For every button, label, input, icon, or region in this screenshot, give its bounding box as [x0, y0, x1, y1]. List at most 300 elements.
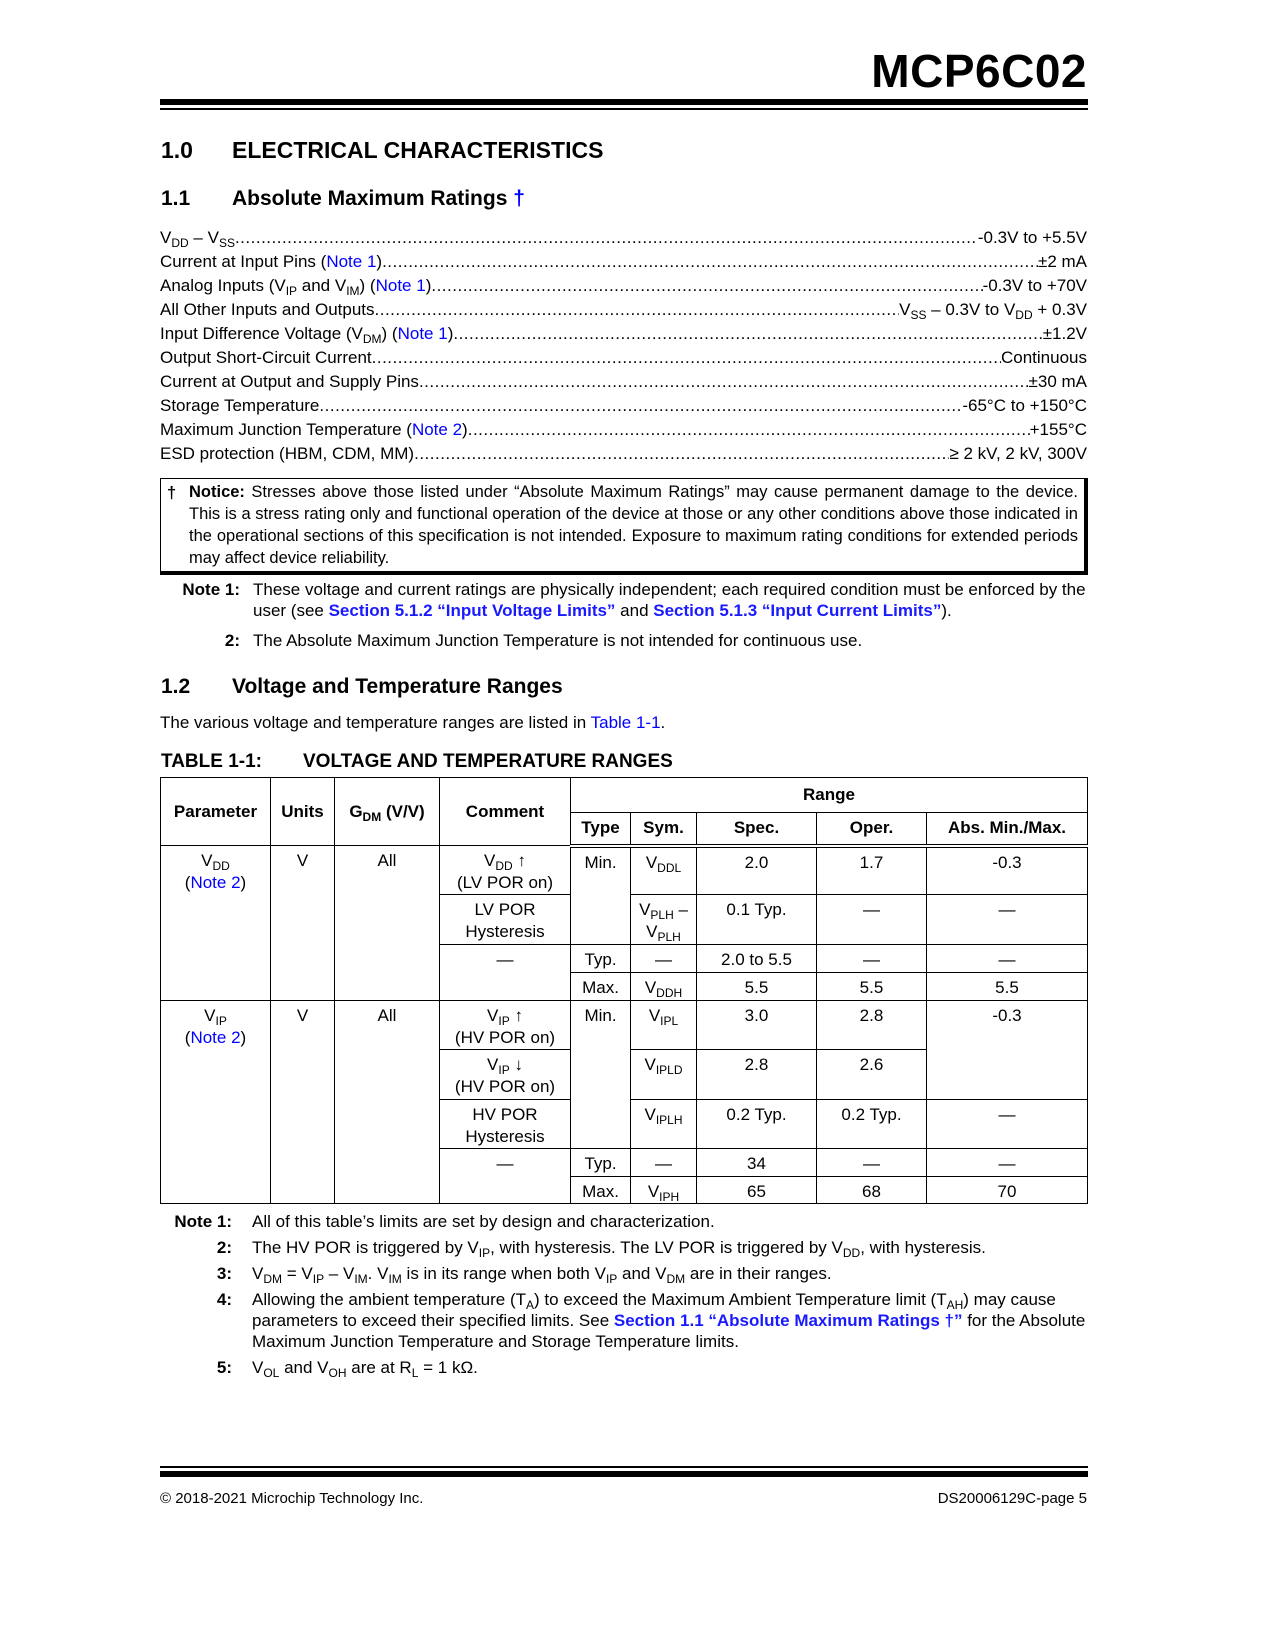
rating-value [1038, 250, 1087, 274]
leader-dots [319, 394, 962, 418]
header-spec: Spec. [697, 813, 817, 846]
text-run: V [296, 851, 309, 870]
text-run: ≥ 2 kV, 2 kV, 300V [949, 444, 1087, 463]
rating-row [160, 322, 1087, 346]
table-caption [161, 751, 673, 773]
subscript: IP [312, 1272, 325, 1286]
subscript: IPLD [655, 1063, 683, 1077]
absolute-max-ratings-list [160, 226, 1087, 466]
table-cell [571, 1001, 631, 1149]
text-run: +155°C [1029, 420, 1087, 439]
subsection-number: 1.2 [161, 675, 191, 698]
text-run: (HV POR on) [454, 1077, 556, 1096]
text-run: 2.8 [859, 1006, 884, 1025]
subscript: IM [346, 284, 360, 298]
rating-value [949, 442, 1087, 466]
text-run: Typ. [584, 950, 617, 969]
table-number: TABLE 1-1: [161, 751, 262, 772]
intro-paragraph [160, 713, 665, 733]
subscript: OH [328, 1366, 347, 1380]
table-cell [817, 1177, 927, 1204]
text-run: – 0.3V to V [926, 300, 1016, 319]
table-cell [440, 895, 571, 945]
text-run: V [644, 1105, 656, 1124]
text-run: Hysteresis [465, 1127, 545, 1146]
text-run: and V [617, 1264, 667, 1283]
text-run: ↓ [509, 1055, 523, 1074]
section-reference-link[interactable]: Section 5.1.3 “Input Current Limits” [653, 601, 942, 620]
table-cell [697, 1001, 817, 1050]
note-item [178, 579, 1088, 621]
text-run: V [646, 922, 658, 941]
text-run: ) may cause parameters to exceed their specified limits. See [252, 1290, 1056, 1330]
voltage-temperature-table [160, 777, 1088, 1204]
table-row [161, 1001, 1088, 1050]
text-run: Hysteresis [465, 922, 545, 941]
text-run: Max. [582, 1182, 619, 1201]
table-cell [631, 1001, 697, 1050]
table-row [161, 846, 1088, 895]
page-number: DS20006129C-page 5 [937, 1490, 1087, 1507]
text-run: . [660, 713, 666, 732]
subsection-heading-1-1 [161, 187, 525, 211]
text-run: ±2 mA [1037, 252, 1087, 271]
text-run: V [487, 1055, 499, 1074]
text-run: G [349, 801, 363, 821]
text-run: ( [184, 1028, 191, 1047]
text-run: ) ( [359, 276, 376, 295]
table-cell [697, 1050, 817, 1100]
header-type: Type [571, 813, 631, 846]
table-cell [161, 1001, 271, 1204]
text-run: — [998, 900, 1016, 919]
text-run: Continuous [1000, 348, 1087, 367]
table-cell [927, 973, 1088, 1001]
table-cell [817, 895, 927, 945]
text-run: 70 [997, 1182, 1017, 1201]
text-run: Max. [582, 978, 619, 997]
text-run: 0.1 Typ. [726, 900, 787, 919]
subscript: SS [218, 236, 235, 250]
table-cell [817, 1149, 927, 1177]
subscript: IPH [659, 1190, 680, 1204]
text-run: , with hysteresis. The LV POR is triggered by V [490, 1238, 843, 1257]
note-label: 3: [216, 1264, 232, 1283]
rating-label [160, 370, 419, 394]
text-run: — [863, 950, 880, 969]
text-run: V [644, 1055, 656, 1074]
text-run: ↑ [512, 851, 526, 870]
text-run: ). [941, 601, 952, 620]
table-cell [161, 846, 271, 1001]
subscript: DD [842, 1246, 861, 1260]
rating-label [160, 250, 382, 274]
subsection-title: Absolute Maximum Ratings [232, 187, 508, 210]
cross-reference-link[interactable]: Note 1 [397, 324, 448, 343]
section-reference-link[interactable]: Section 5.1.2 “Input Voltage Limits” [328, 601, 616, 620]
table-cell [631, 1100, 697, 1149]
subscript: IPLH [655, 1113, 683, 1127]
text-run: (HV POR on) [454, 1028, 556, 1047]
table-cell [571, 1177, 631, 1204]
text-run: -0.3 [992, 852, 1022, 872]
notice-box [160, 478, 1088, 575]
cross-reference-link[interactable]: Table 1-1 [590, 713, 661, 732]
table-cell [631, 945, 697, 973]
text-run: (V/V) [381, 801, 425, 821]
text-run: 2.0 [744, 852, 769, 872]
text-run: V [639, 900, 651, 919]
table-cell [817, 945, 927, 973]
text-run: ) [447, 324, 454, 343]
text-run: — [863, 900, 880, 919]
text-run: V [252, 1358, 264, 1377]
subscript: DD [171, 236, 189, 250]
text-run: V [647, 1182, 660, 1201]
rating-row [160, 370, 1087, 394]
table-cell [927, 1177, 1088, 1204]
text-run: ±1.2V [1042, 324, 1087, 343]
table-notes [166, 1211, 1086, 1383]
text-run: . V [367, 1264, 389, 1283]
part-number-title: MCP6C02 [871, 45, 1087, 97]
table-cell [697, 973, 817, 1001]
table-cell [817, 1100, 927, 1149]
table-title: VOLTAGE AND TEMPERATURE RANGES [303, 751, 673, 772]
note-text [253, 579, 1088, 621]
rating-row [160, 250, 1087, 274]
note-item [178, 630, 1088, 651]
text-run: ↑ [509, 1006, 523, 1025]
note-item [166, 1211, 1086, 1232]
subscript: IM [354, 1272, 368, 1286]
text-run: Typ. [584, 1154, 617, 1173]
text-run: HV POR [472, 1105, 538, 1124]
header-oper: Oper. [817, 813, 927, 846]
text-run: ) [462, 420, 468, 439]
table-cell [927, 846, 1088, 895]
table-cell [271, 846, 335, 1001]
text-run: ) [425, 276, 432, 295]
table-cell [927, 1001, 1088, 1100]
note-text [253, 630, 1088, 651]
copyright: © 2018-2021 Microchip Technology Inc. [160, 1490, 424, 1507]
table-cell [631, 1050, 697, 1100]
header-rule-thin [160, 108, 1088, 110]
leader-dots [375, 298, 900, 322]
text-run: V [648, 1006, 661, 1025]
text-run: Storage Temperature [160, 396, 320, 415]
leader-dots [468, 418, 1030, 442]
subscript: DM [263, 1272, 283, 1286]
text-run: — [863, 1154, 880, 1173]
table-cell [271, 1001, 335, 1204]
rating-label [160, 442, 414, 466]
subscript: PLH [657, 930, 681, 944]
rating-row [160, 274, 1087, 298]
rating-value [983, 274, 1087, 298]
text-run: V [160, 228, 172, 247]
rating-row [160, 442, 1087, 466]
rating-label [160, 418, 468, 442]
rating-value [1029, 370, 1087, 394]
text-run: ) to exceed the Maximum Ambient Temperature limit (T [534, 1290, 947, 1309]
leader-dots [382, 250, 1038, 274]
leader-dots [372, 346, 1001, 370]
text-run: 0.2 Typ. [841, 1105, 902, 1124]
note-text [252, 1237, 1086, 1258]
text-run: Output Short-Circuit Current [160, 348, 372, 367]
subscript: DD [1015, 308, 1033, 322]
table-cell [335, 1001, 440, 1204]
footer-rule [160, 1471, 1088, 1477]
subscript: IP [498, 1063, 510, 1077]
note-text [252, 1263, 1086, 1284]
rating-value [962, 394, 1087, 418]
subscript: L [411, 1366, 419, 1380]
text-run: — [655, 1154, 672, 1173]
note-text [252, 1289, 1086, 1352]
text-run: The HV POR is triggered by V [252, 1238, 479, 1257]
text-run: -0.3V to +70V [982, 276, 1087, 295]
table-cell [631, 846, 697, 895]
text-run: 2.8 [744, 1055, 769, 1074]
leader-dots [453, 322, 1042, 346]
text-run: -65°C to +150°C [962, 396, 1087, 415]
footer-rule-thin [160, 1466, 1088, 1468]
text-run: V [201, 851, 213, 870]
text-run: , with hysteresis. [860, 1238, 986, 1257]
section-number: 1.0 [161, 137, 193, 163]
dagger-mark: † [167, 484, 177, 502]
text-run: and V [279, 1358, 329, 1377]
text-run: 5.5 [859, 978, 884, 997]
note-label: 2: [224, 631, 240, 650]
text-run: Input Difference Voltage (V [160, 324, 363, 343]
table-cell [571, 973, 631, 1001]
header-gdm [335, 778, 440, 846]
text-run: V [484, 851, 496, 870]
subscript: A [526, 1298, 535, 1312]
cross-reference-link[interactable]: Note 2 [411, 420, 463, 439]
text-run: — [998, 1154, 1016, 1173]
subsection-number: 1.1 [161, 187, 191, 210]
ratings-notes [178, 579, 1088, 660]
table-cell [571, 846, 631, 945]
text-run: Current at Input Pins ( [160, 252, 327, 271]
text-run: 5.5 [995, 978, 1019, 997]
subscript: IP [478, 1246, 491, 1260]
rating-label [160, 322, 453, 346]
text-run: ) [240, 873, 247, 892]
rating-label [160, 274, 431, 298]
text-run: — [998, 950, 1016, 969]
subscript: IP [605, 1272, 618, 1286]
rating-row [160, 394, 1087, 418]
dagger-link[interactable]: † [513, 187, 525, 210]
text-run: V [487, 1006, 499, 1025]
rating-value [1030, 418, 1087, 442]
rating-value [978, 226, 1087, 250]
subscript: DM [362, 332, 382, 346]
note-text [252, 1211, 1086, 1232]
subscript: SS [910, 308, 927, 322]
note-label: Note 1: [182, 580, 240, 599]
table-cell [817, 1001, 927, 1050]
text-run: 68 [862, 1182, 881, 1201]
subscript: IPL [660, 1014, 679, 1028]
rating-label [160, 298, 375, 322]
rating-value [1043, 322, 1087, 346]
rating-label [160, 226, 235, 250]
text-run: ±30 mA [1028, 372, 1087, 391]
table-cell [697, 1100, 817, 1149]
text-run: are in their ranges. [685, 1264, 832, 1283]
table-cell [631, 973, 697, 1001]
text-run: All of this table’s limits are set by design and characterization. [252, 1212, 715, 1231]
text-run: V [644, 978, 657, 997]
subscript: IP [498, 1014, 510, 1028]
text-run: LV POR [474, 900, 536, 919]
text-run: V [645, 852, 658, 872]
text-run: — [655, 950, 672, 969]
text-run: ( [184, 873, 191, 892]
section-heading [161, 137, 603, 164]
text-run: (LV POR on) [456, 873, 554, 892]
text-run: ) ( [381, 324, 398, 343]
notice-text [189, 481, 1078, 569]
note-label: 5: [216, 1358, 232, 1377]
section-title: ELECTRICAL CHARACTERISTICS [232, 137, 604, 163]
rating-label [160, 394, 319, 418]
subscript: DDH [656, 986, 683, 1000]
table-cell [440, 846, 571, 895]
rating-row [160, 418, 1087, 442]
text-run: V [296, 1006, 309, 1025]
text-run: 2.6 [859, 1055, 884, 1074]
table-cell [571, 1149, 631, 1177]
subscript: IM [388, 1272, 402, 1286]
note-text [252, 1357, 1086, 1378]
subscript: DDL [657, 860, 682, 875]
text-run: -0.3 [992, 1006, 1022, 1025]
text-run: V [252, 1264, 264, 1283]
text-run: = V [282, 1264, 313, 1283]
rating-value [1001, 346, 1087, 370]
leader-dots [431, 274, 982, 298]
text-run: and [615, 601, 654, 620]
text-run: – V [324, 1264, 355, 1283]
text-run: — [496, 1154, 514, 1173]
cross-reference-link[interactable]: Note 1 [375, 276, 426, 295]
note-item [166, 1289, 1086, 1352]
header-abs: Abs. Min./Max. [927, 813, 1088, 846]
rating-row [160, 298, 1087, 322]
table-cell [697, 846, 817, 895]
text-run: – [673, 900, 688, 919]
text-run: All [377, 1006, 397, 1025]
text-run: 2.0 to 5.5 [721, 950, 792, 969]
table-cell [631, 1149, 697, 1177]
rating-row [160, 346, 1087, 370]
subscript: IP [285, 284, 298, 298]
cross-reference-link[interactable]: Note 1 [326, 252, 377, 271]
subscript: OL [263, 1366, 280, 1380]
note-label: 2: [216, 1238, 232, 1257]
text-run: 34 [747, 1154, 766, 1173]
note-label: 4: [216, 1290, 232, 1309]
text-run: V [899, 300, 911, 319]
text-run: are at R [346, 1358, 412, 1377]
table-cell [817, 846, 927, 895]
text-run: 5.5 [744, 978, 769, 997]
subscript: DM [666, 1272, 686, 1286]
text-run: 1.7 [859, 852, 884, 872]
note-item [166, 1237, 1086, 1258]
text-run: All Other Inputs and Outputs [160, 300, 375, 319]
text-run: These voltage and current ratings are physically independent; each required condition must be enforced by the user (see [253, 580, 1086, 620]
text-run: Min. [584, 852, 617, 872]
table-cell [697, 1149, 817, 1177]
text-run: 3.0 [744, 1006, 769, 1025]
text-run: for the Absolute Maximum Junction Temperature and Storage Temperature limits. [252, 1311, 1086, 1351]
text-run: + 0.3V [1032, 300, 1087, 319]
table-cell [697, 1177, 817, 1204]
rating-value [899, 298, 1087, 322]
text-run: Current at Output and Supply Pins [160, 372, 419, 391]
text-run: 65 [747, 1182, 766, 1201]
rating-label [160, 346, 372, 370]
table-cell [571, 945, 631, 973]
table-cell [927, 895, 1088, 945]
text-run: V [204, 1006, 216, 1025]
text-run: — [998, 1105, 1016, 1124]
table-cell [927, 1149, 1088, 1177]
table-cell [335, 846, 440, 1001]
table-cell [631, 1177, 697, 1204]
leader-dots [414, 442, 949, 466]
table-cell [697, 945, 817, 973]
text-run: The Absolute Maximum Junction Temperature is not intended for continuous use. [253, 631, 863, 650]
text-run: Analog Inputs (V [160, 276, 286, 295]
header-range: Range [571, 778, 1088, 813]
text-run: ) [240, 1028, 247, 1047]
table-cell [631, 895, 697, 945]
note-item [166, 1357, 1086, 1378]
text-run: = 1 kΩ. [418, 1358, 478, 1377]
text-run: ) [376, 252, 383, 271]
section-reference-link[interactable]: Section 1.1 “Absolute Maximum Ratings †” [613, 1311, 963, 1330]
text-run: -0.3V to +5.5V [977, 228, 1087, 247]
subsection-heading-1-2 [161, 675, 563, 699]
leader-dots [235, 226, 978, 250]
cross-reference-link[interactable]: Note 2 [190, 873, 241, 892]
text-run: The various voltage and temperature ranges are listed in [160, 713, 591, 732]
subscript: DM [362, 809, 382, 824]
subscript: DD [212, 859, 230, 873]
header-comment: Comment [440, 778, 571, 846]
table-cell [817, 973, 927, 1001]
cross-reference-link[interactable]: Note 2 [190, 1028, 241, 1047]
text-run: – V [188, 228, 219, 247]
subscript: IP [215, 1014, 227, 1028]
subscript: AH [946, 1298, 964, 1312]
table-cell [440, 1149, 571, 1204]
table-cell [817, 1050, 927, 1100]
table-cell [927, 945, 1088, 973]
text-run: 0.2 Typ. [726, 1105, 787, 1124]
text-run: is in its range when both V [401, 1264, 606, 1283]
